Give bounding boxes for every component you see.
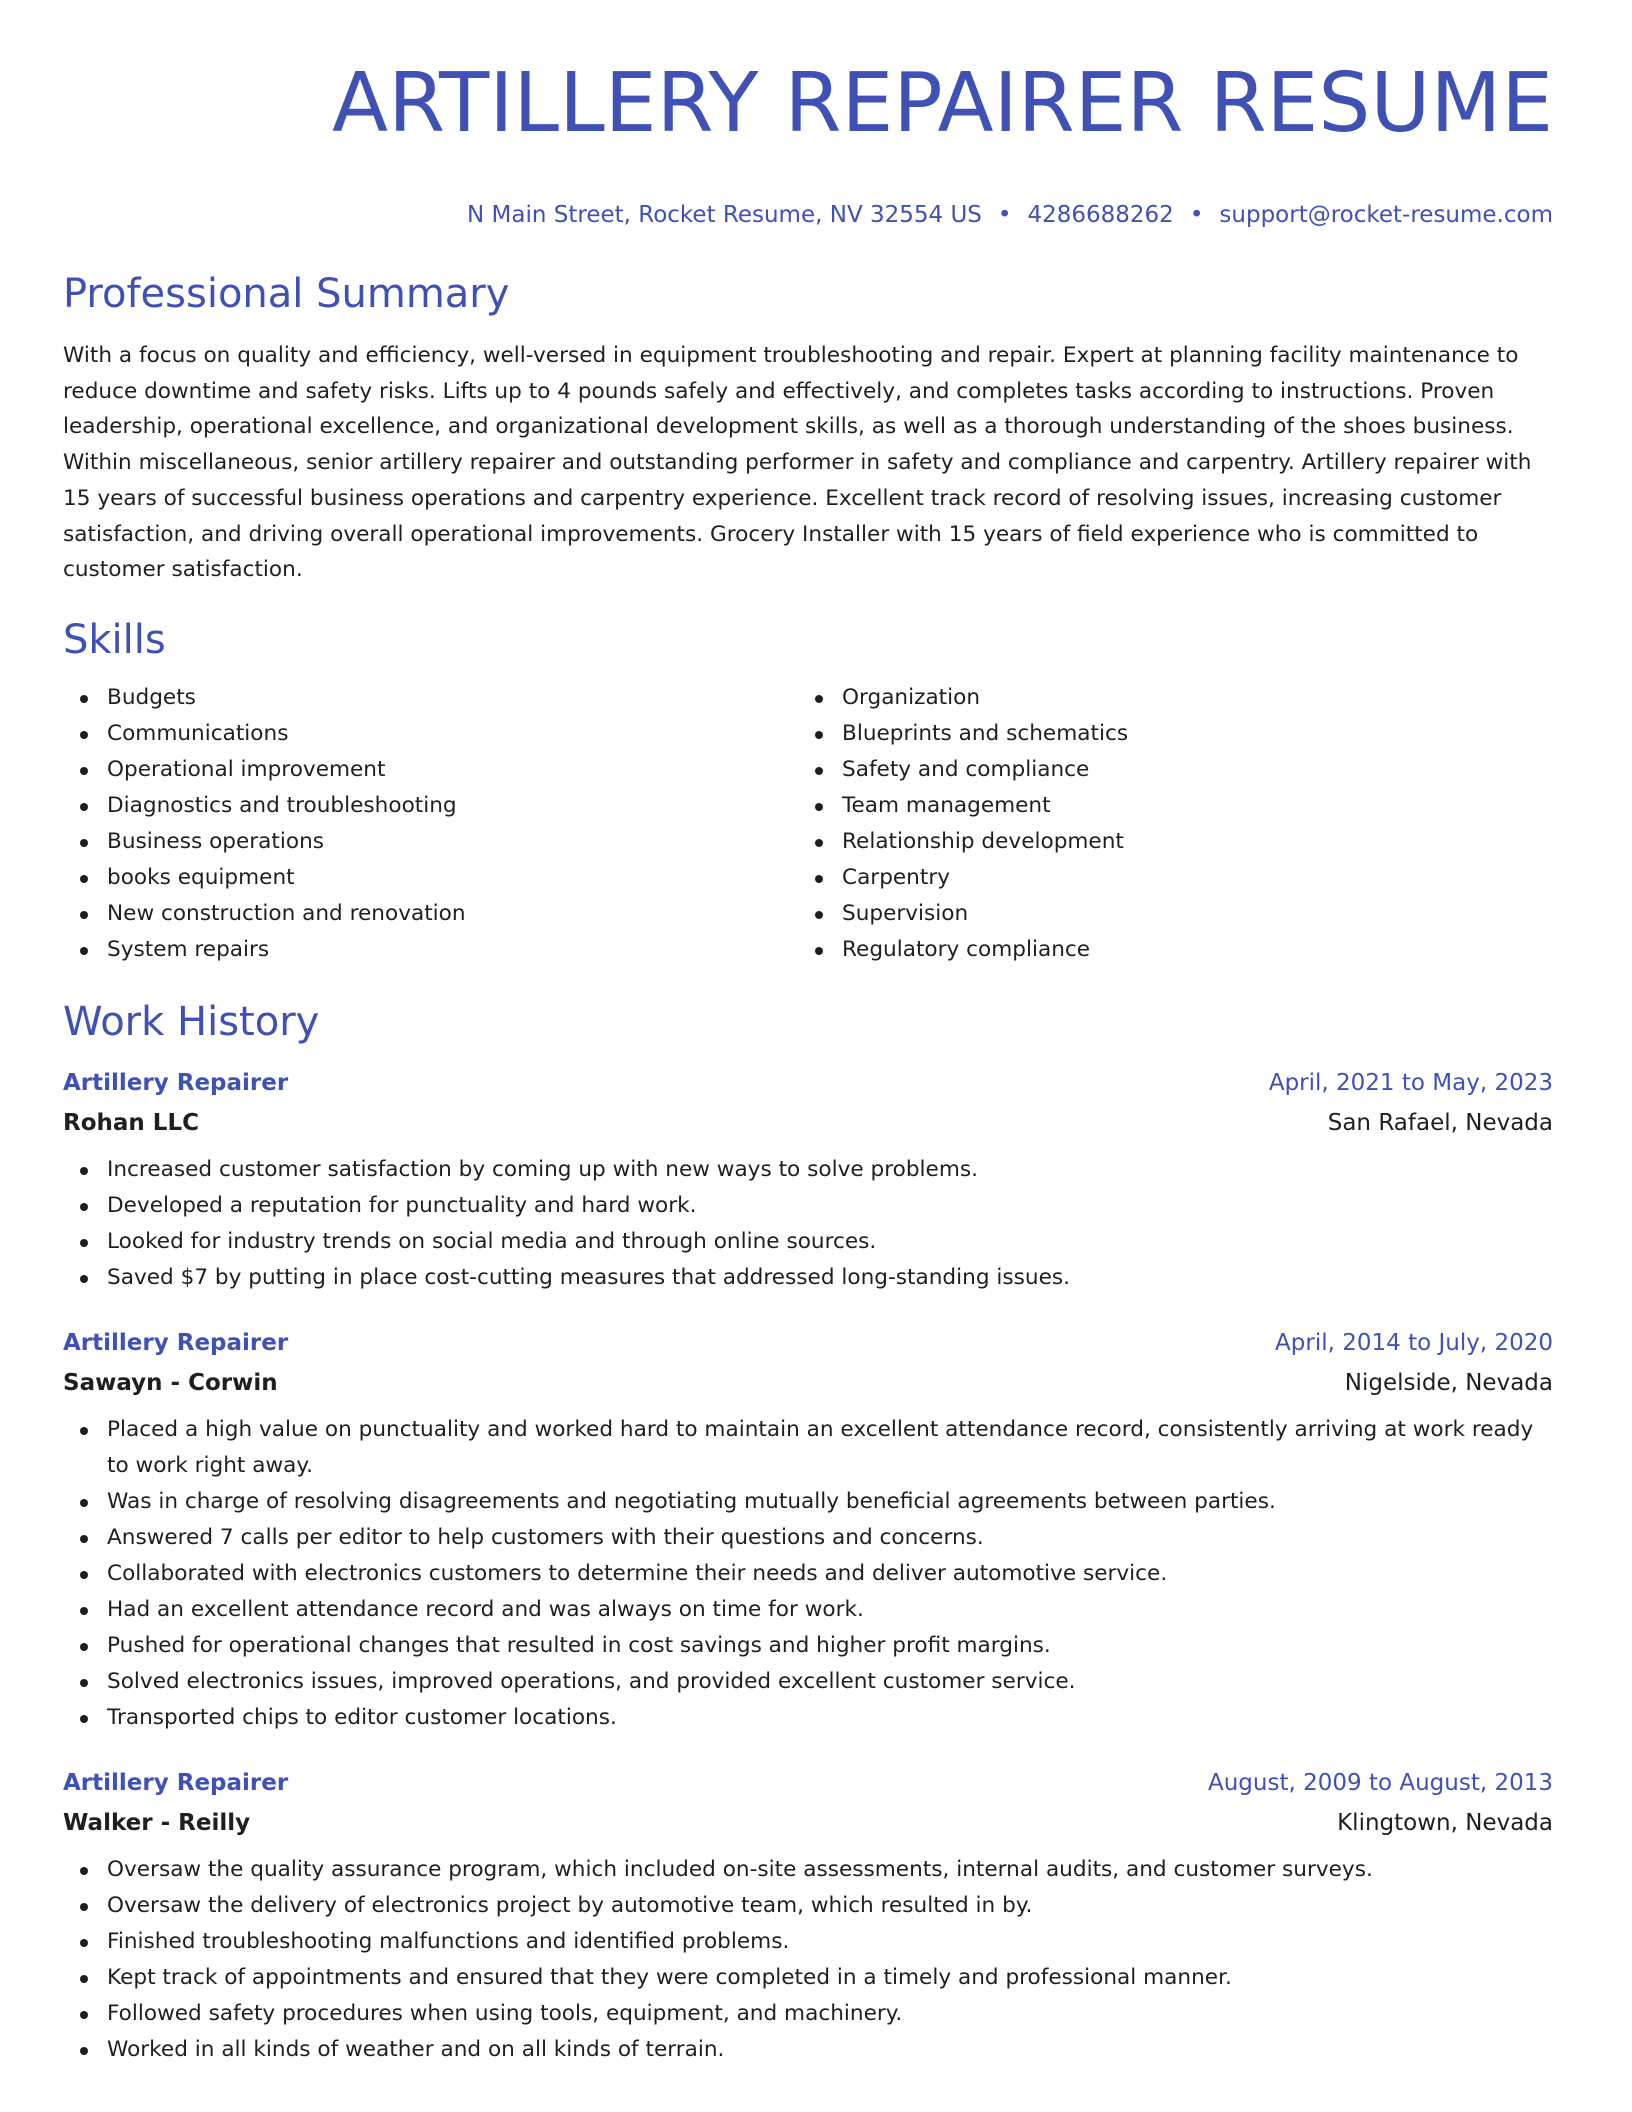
- work-history-heading: Work History: [63, 998, 320, 1045]
- skill-item: Relationship development: [842, 824, 1542, 860]
- skill-item: Carpentry: [842, 860, 1542, 896]
- job-bullets: [63, 1412, 1553, 1736]
- contact-separator: •: [1189, 202, 1204, 228]
- skill-item: Communications: [107, 716, 798, 752]
- contact-phone: 4286688262: [1027, 202, 1174, 228]
- skills-column-right: [798, 680, 1542, 968]
- job-dates: April, 2021 to May, 2023: [1268, 1069, 1553, 1096]
- job-bullet: Collaborated with electronics customers to determine their needs and deliver automotive service.: [107, 1556, 1553, 1592]
- job-subheader: [63, 1808, 1553, 1838]
- job-location: Nigelside, Nevada: [1344, 1369, 1553, 1396]
- summary-text: With a focus on quality and efficiency, well-versed in equipment troubleshooting and repair. Expert at planning facility maintenance to reduce downtime and safety risks. Lifts up to 4 pounds safely and effectively, and completes tasks according to instructions. Proven leadership, operational excellence, and organizational development skills, as well as a thorough understanding of the shoes business. Within miscellaneous, senior artillery repairer and outstanding performer in safety and compliance and carpentry. Artillery repairer with 15 years of successful business operations and carpentry experience. Excellent track record of resolving issues, increasing customer satisfaction, and driving overall operational improvements. Grocery Installer with 15 years of field experience who is committed to customer satisfaction.: [63, 343, 1532, 583]
- skill-item: System repairs: [107, 932, 798, 968]
- job-header: [63, 1768, 1553, 1798]
- skill-item: Blueprints and schematics: [842, 716, 1542, 752]
- job-bullet: Oversaw the delivery of electronics project by automotive team, which resulted in by.: [107, 1888, 1553, 1924]
- job-bullet: Solved electronics issues, improved operations, and provided excellent customer service.: [107, 1664, 1553, 1700]
- skill-item: books equipment: [107, 860, 798, 896]
- job-bullet: Looked for industry trends on social media and through online sources.: [107, 1224, 1553, 1260]
- job-subheader: [63, 1368, 1553, 1398]
- job-bullet: Kept track of appointments and ensured that they were completed in a timely and professional manner.: [107, 1960, 1553, 1996]
- job-location: San Rafael, Nevada: [1327, 1109, 1553, 1136]
- contact-email[interactable]: support@rocket-resume.com: [1219, 202, 1553, 228]
- job-dates: April, 2014 to July, 2020: [1275, 1329, 1553, 1356]
- job-bullet: Placed a high value on punctuality and worked hard to maintain an excellent attendance record, consistently arriving at work ready to work right away.: [107, 1412, 1553, 1484]
- job-bullet: Answered 7 calls per editor to help customers with their questions and concerns.: [107, 1520, 1553, 1556]
- job-entry: [63, 1328, 1553, 1736]
- job-bullet: Oversaw the quality assurance program, which included on-site assessments, internal audits, and customer surveys.: [107, 1852, 1553, 1888]
- job-subheader: [63, 1108, 1553, 1138]
- job-entry: [63, 1768, 1553, 2068]
- job-bullet: Transported chips to editor customer locations.: [107, 1700, 1553, 1736]
- contact-address: N Main Street, Rocket Resume, NV 32554 US: [467, 202, 982, 228]
- job-bullet: Had an excellent attendance record and was always on time for work.: [107, 1592, 1553, 1628]
- skill-item: Diagnostics and troubleshooting: [107, 788, 798, 824]
- skill-item: Safety and compliance: [842, 752, 1542, 788]
- job-bullet: Followed safety procedures when using tools, equipment, and machinery.: [107, 1996, 1553, 2032]
- job-bullet: Finished troubleshooting malfunctions and identified problems.: [107, 1924, 1553, 1960]
- skill-item: Business operations: [107, 824, 798, 860]
- job-bullets: [63, 1852, 1553, 2068]
- job-company: Sawayn - Corwin: [63, 1369, 278, 1396]
- job-title: Artillery Repairer: [63, 1769, 289, 1796]
- skill-item: Organization: [842, 680, 1542, 716]
- job-header: [63, 1328, 1553, 1358]
- summary-heading: Professional Summary: [63, 271, 510, 317]
- skill-item: Team management: [842, 788, 1542, 824]
- job-bullet: Pushed for operational changes that resulted in cost savings and higher profit margins.: [107, 1628, 1553, 1664]
- skill-item: New construction and renovation: [107, 896, 798, 932]
- job-bullet: Saved $7 by putting in place cost-cutting measures that addressed long-standing issues.: [107, 1260, 1553, 1296]
- job-bullet: Increased customer satisfaction by coming up with new ways to solve problems.: [107, 1152, 1553, 1188]
- job-title: Artillery Repairer: [63, 1329, 289, 1356]
- skill-item: Budgets: [107, 680, 798, 716]
- job-location: Klingtown, Nevada: [1337, 1809, 1553, 1836]
- job-header: [63, 1068, 1553, 1098]
- job-bullet: Was in charge of resolving disagreements and negotiating mutually beneficial agreements between parties.: [107, 1484, 1553, 1520]
- contact-separator: •: [997, 202, 1012, 228]
- job-bullets: [63, 1152, 1553, 1296]
- skill-item: Regulatory compliance: [842, 932, 1542, 968]
- skill-item: Supervision: [842, 896, 1542, 932]
- contact-line: [63, 200, 1553, 230]
- resume-page: [63, 0, 1553, 2068]
- skills-heading: Skills: [63, 616, 166, 663]
- job-bullet: Developed a reputation for punctuality and hard work.: [107, 1188, 1553, 1224]
- resume-title: ARTILLERY REPAIRER RESUME: [332, 56, 1553, 151]
- job-company: Walker - Reilly: [63, 1809, 251, 1836]
- job-title: Artillery Repairer: [63, 1069, 289, 1096]
- skills-column-left: [63, 680, 798, 968]
- job-entry: [63, 1068, 1553, 1296]
- job-bullet: Worked in all kinds of weather and on all kinds of terrain.: [107, 2032, 1553, 2068]
- job-company: Rohan LLC: [63, 1109, 199, 1136]
- job-dates: August, 2009 to August, 2013: [1208, 1769, 1553, 1796]
- skills-list: [63, 680, 1553, 968]
- skill-item: Operational improvement: [107, 752, 798, 788]
